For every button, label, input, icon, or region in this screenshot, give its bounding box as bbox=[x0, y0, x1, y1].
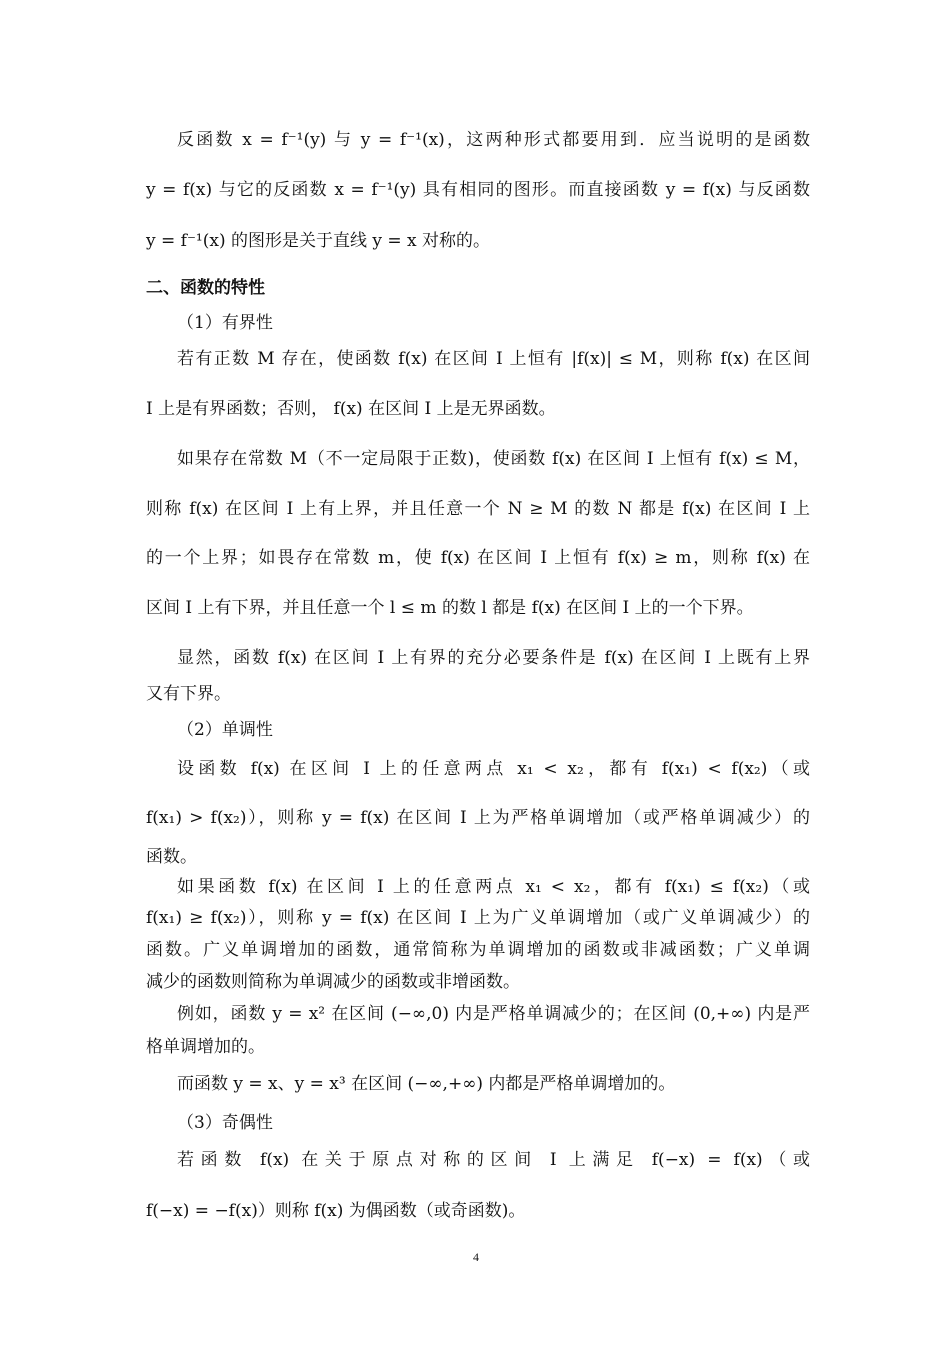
text-line: 显然，函数 f(x) 在区间 I 上有界的充分必要条件是 f(x) 在区间 I 上既有上界 bbox=[177, 648, 810, 668]
text-line: 的一个上界；如畏存在常数 m，使 f(x) 在区间 I 上恒有 f(x) ≥ m，则称 f(x) 在 bbox=[146, 548, 810, 568]
text-line: 若有正数 M 存在，使函数 f(x) 在区间 I 上恒有 |f(x)| ≤ M，则称 f(x) 在区间 bbox=[177, 349, 810, 369]
text-line: 如果函数 f(x) 在区间 I 上的任意两点 x₁ < x₂，都有 f(x₁) ≤ f(x₂)（或 bbox=[177, 877, 810, 897]
text-line: f(x₁) > f(x₂)），则称 y = f(x) 在区间 I 上为严格单调增加（或严格单调减少）的 bbox=[146, 808, 810, 828]
subsection-heading: （2）单调性 bbox=[177, 720, 273, 740]
text-line: y = f⁻¹(x) 的图形是关于直线 y = x 对称的。 bbox=[146, 231, 491, 251]
text-line: 格单调增加的。 bbox=[146, 1037, 265, 1057]
text-line: 设函数 f(x) 在区间 I 上的任意两点 x₁ < x₂，都有 f(x₁) < f(x₂)（或 bbox=[177, 759, 810, 779]
text-line: 反函数 x = f⁻¹(y) 与 y = f⁻¹(x)，这两种形式都要用到．应当说明的是函数 bbox=[177, 130, 810, 150]
text-line: I 上是有界函数；否则， f(x) 在区间 I 上是无界函数。 bbox=[146, 399, 556, 419]
text-line: 区间 I 上有下界，并且任意一个 l ≤ m 的数 l 都是 f(x) 在区间 I 上的一个下界。 bbox=[146, 598, 754, 618]
page-number: 4 bbox=[473, 1250, 479, 1264]
section-heading: 二、函数的特性 bbox=[146, 278, 265, 298]
text-line: 若函数 f(x) 在关于原点对称的区间 I 上满足 f(−x) = f(x)（或 bbox=[177, 1150, 810, 1170]
text-line: 例如，函数 y = x² 在区间 (−∞,0) 内是严格单调减少的；在区间 (0,+∞) 内是严 bbox=[177, 1004, 810, 1024]
text-line: f(x₁) ≥ f(x₂)），则称 y = f(x) 在区间 I 上为广义单调增加（或广义单调减少）的 bbox=[146, 908, 810, 928]
text-line: 函数。广义单调增加的函数，通常简称为单调增加的函数或非减函数；广义单调 bbox=[146, 940, 810, 960]
text-line: 则称 f(x) 在区间 I 上有上界，并且任意一个 N ≥ M 的数 N 都是 f(x) 在区间 I 上 bbox=[146, 499, 810, 519]
text-line: 如果存在常数 M（不一定局限于正数)，使函数 f(x) 在区间 I 上恒有 f(x) ≤ M， bbox=[177, 449, 810, 469]
text-line: y = f(x) 与它的反函数 x = f⁻¹(y) 具有相同的图形。而直接函数 y = f(x) 与反函数 bbox=[146, 180, 810, 200]
text-line: 而函数 y = x、y = x³ 在区间 (−∞,+∞) 内都是严格单调增加的。 bbox=[177, 1074, 676, 1094]
text-line: 函数。 bbox=[146, 847, 197, 867]
subsection-heading: （1）有界性 bbox=[177, 313, 273, 333]
text-line: 又有下界。 bbox=[146, 684, 231, 704]
text-line: 减少的函数则简称为单调减少的函数或非增函数。 bbox=[146, 972, 520, 992]
text-line: f(−x) = −f(x)）则称 f(x) 为偶函数（或奇函数)。 bbox=[146, 1201, 526, 1221]
subsection-heading: （3）奇偶性 bbox=[177, 1113, 273, 1133]
